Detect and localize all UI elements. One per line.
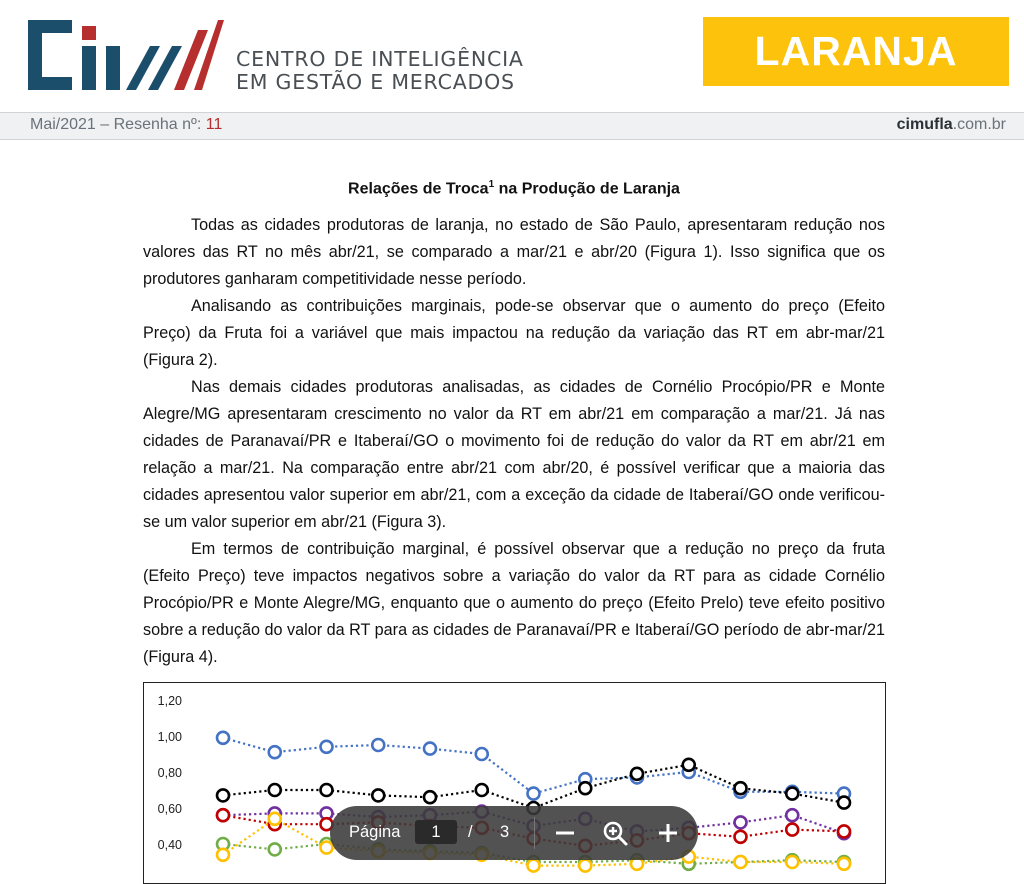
logo-wordmark bbox=[236, 48, 524, 94]
data-point-red bbox=[838, 825, 850, 837]
data-point-black bbox=[321, 784, 333, 796]
data-point-black bbox=[217, 789, 229, 801]
data-point-blue bbox=[476, 748, 488, 760]
site-link[interactable] bbox=[897, 116, 1006, 134]
paragraph-2: Analisando as contribuições marginais, pode-se observar que o aumento do preço (Efeito Preço) da Fruta foi a variável que mais impactou na redução da variação das RT em abr-mar/21 (Figura 2). bbox=[143, 297, 885, 369]
article-body bbox=[143, 212, 885, 671]
issue-number: 11 bbox=[205, 116, 223, 133]
title-rest: na Produção de Laranja bbox=[494, 180, 680, 198]
data-point-blue bbox=[321, 741, 333, 753]
data-point-purple bbox=[786, 809, 798, 821]
site-domain: .com.br bbox=[952, 116, 1006, 133]
data-point-black bbox=[683, 759, 695, 771]
site-name: cimufla bbox=[896, 116, 953, 133]
data-point-black bbox=[579, 782, 591, 794]
paragraph-1: Todas as cidades produtoras de laranja, no estado de São Paulo, apresentaram redução nos valores das RT no mês abr/21, se comparado a mar/21 e abr/20 (Figura 1). Isso significa que os produtores ganharam competitividade nesse período. bbox=[143, 216, 885, 288]
title-footnote-mark: 1 bbox=[488, 179, 495, 190]
page-label: Página bbox=[349, 823, 401, 841]
data-point-red bbox=[217, 809, 229, 821]
data-point-black bbox=[786, 788, 798, 800]
logo-line-1: CENTRO DE INTELIGÊNCIA bbox=[236, 47, 524, 71]
pdf-page-toolbar bbox=[330, 806, 698, 860]
data-point-black bbox=[372, 789, 384, 801]
zoom-fit-button[interactable] bbox=[598, 816, 632, 850]
data-point-black bbox=[631, 768, 643, 780]
data-point-yellow bbox=[528, 860, 540, 872]
cim-logo bbox=[28, 20, 224, 90]
toolbar-divider bbox=[534, 817, 535, 849]
commodity-badge: LARANJA bbox=[703, 17, 1009, 86]
issue-prefix: Mai/2021 – Resenha nº: bbox=[30, 116, 202, 133]
data-point-black bbox=[838, 797, 850, 809]
y-tick-label: 0,40 bbox=[157, 838, 182, 852]
issue-info bbox=[30, 116, 222, 134]
data-point-yellow bbox=[786, 856, 798, 868]
data-point-red bbox=[735, 831, 747, 843]
data-point-blue bbox=[269, 746, 281, 758]
paragraph-3: Nas demais cidades produtoras analisadas, as cidades de Cornélio Procópio/PR e Monte Alegre/MG apresentaram crescimento no valor da RT em abr/21 em comparação a mar/21. Já nas cidades de Paranavaí/PR e Itaberaí/GO o movimento foi de redução do valor da RT em abr/21 em relação a mar/21. Na comparação entre abr/21 com abr/20, é possível verificar que a maioria das cidades apresentou valor superior em abr/21, com a exceção da cidade de Itaberaí/GO onde verificou-se um valor superior em abr/21 (Figura 3). bbox=[143, 378, 885, 531]
data-point-blue bbox=[372, 739, 384, 751]
report-header bbox=[0, 0, 1024, 112]
data-point-yellow bbox=[321, 842, 333, 854]
total-pages: 3 bbox=[500, 823, 510, 841]
data-point-green bbox=[269, 843, 281, 855]
data-point-black bbox=[269, 784, 281, 796]
article-title bbox=[143, 179, 885, 198]
paragraph-4: Em termos de contribuição marginal, é possível observar que a redução no preço da fruta (Efeito Preço) teve impactos negativos sobre a variação do valor da RT para as cidade Cornélio Procópio/PR e Monte Alegre/MG, enquanto que o aumento do preço (Efeito Prelo) teve efeito positivo sobre a redução do valor da RT para as cidades de Paranavaí/PR e Itaberaí/GO período de abr-mar/21 (Figura 4). bbox=[143, 540, 885, 666]
y-tick-label: 1,00 bbox=[157, 730, 182, 744]
data-point-black bbox=[735, 782, 747, 794]
data-point-blue bbox=[424, 743, 436, 755]
logo-line-2: EM GESTÃO E MERCADOS bbox=[236, 70, 515, 94]
data-point-yellow bbox=[579, 860, 591, 872]
y-tick-label: 0,60 bbox=[157, 802, 182, 816]
title-main: Relações de Troca bbox=[348, 180, 489, 198]
series-line-blue bbox=[223, 738, 844, 794]
issue-bar bbox=[0, 112, 1024, 140]
y-tick-label: 1,20 bbox=[157, 694, 182, 708]
data-point-yellow bbox=[269, 813, 281, 825]
page-separator: / bbox=[468, 823, 473, 841]
data-point-purple bbox=[735, 816, 747, 828]
y-tick-label: 0,80 bbox=[157, 766, 182, 780]
zoom-out-button[interactable] bbox=[548, 816, 582, 850]
data-point-black bbox=[476, 784, 488, 796]
data-point-yellow bbox=[217, 849, 229, 861]
data-point-red bbox=[786, 824, 798, 836]
data-point-blue bbox=[217, 732, 229, 744]
data-point-black bbox=[424, 791, 436, 803]
data-point-yellow bbox=[735, 856, 747, 868]
zoom-in-button[interactable] bbox=[651, 816, 685, 850]
data-point-blue bbox=[528, 788, 540, 800]
page-number-input[interactable]: 1 bbox=[415, 820, 457, 844]
